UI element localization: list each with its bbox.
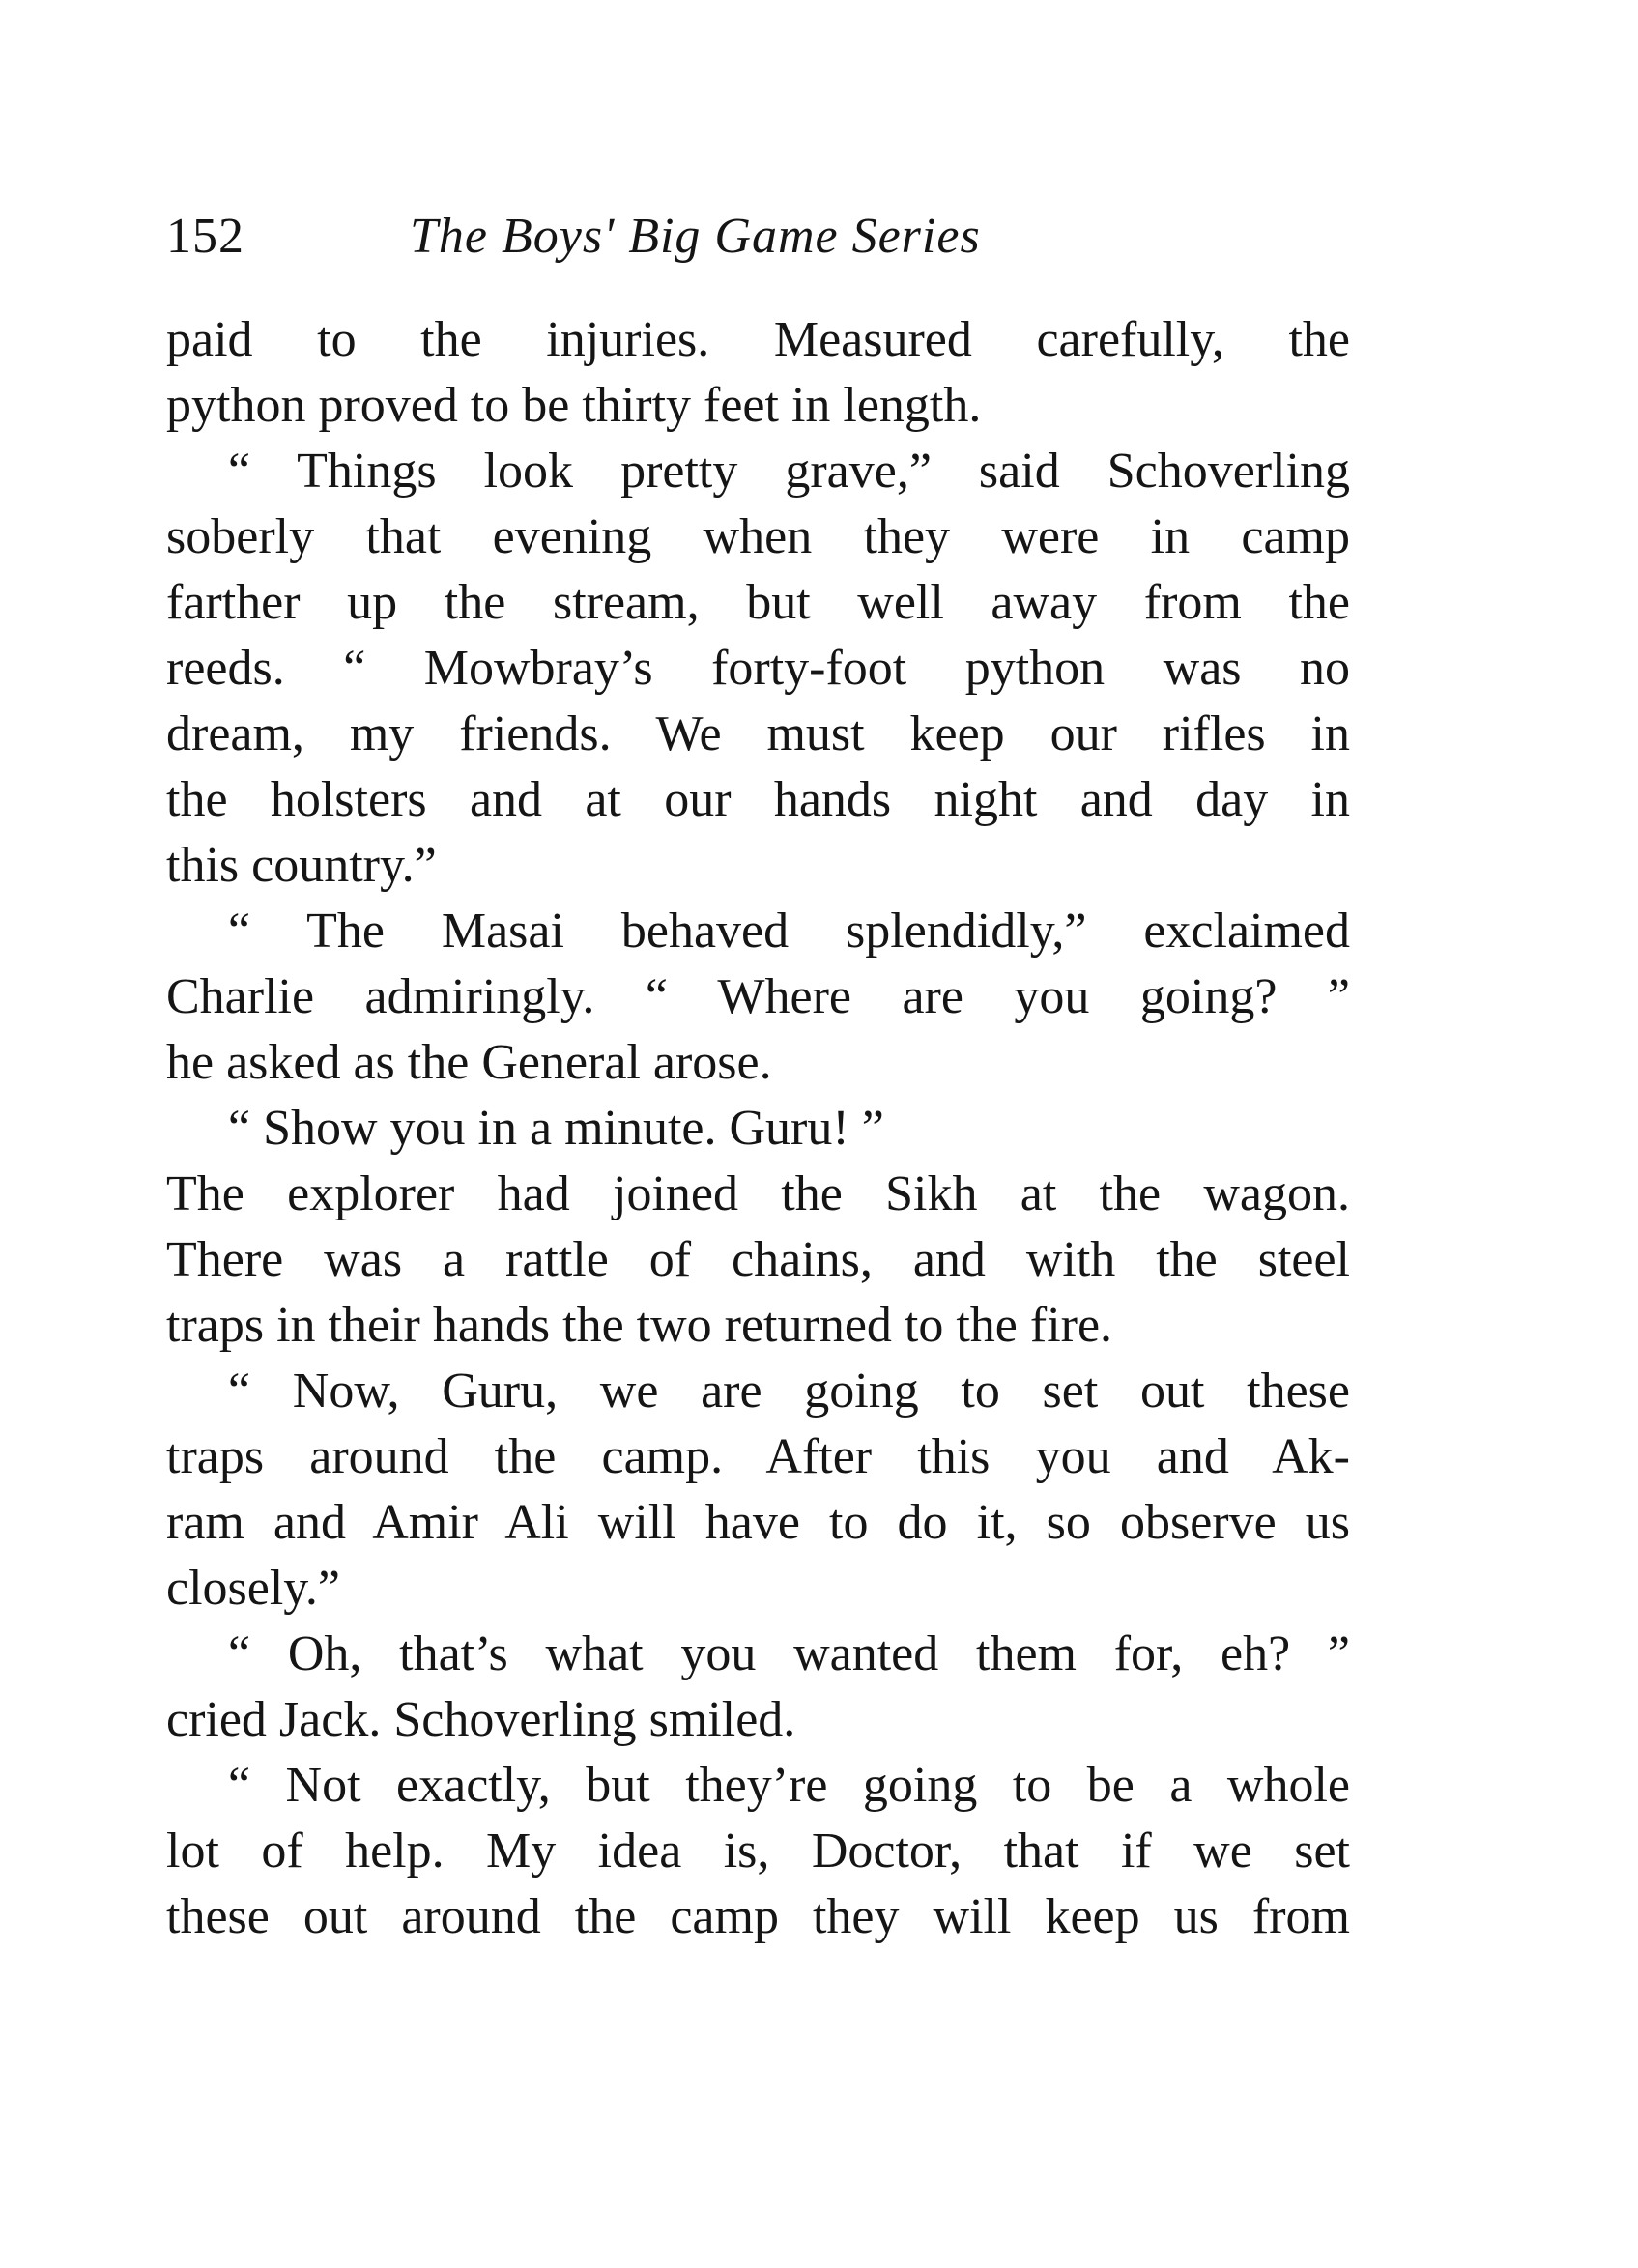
text-line: “ Now, Guru, we are going to set out these <box>228 1364 1350 1419</box>
text-line: ram and Amir Ali will have to do it, so observe us <box>166 1495 1350 1550</box>
text-line: this country.” <box>166 838 437 893</box>
text-line: The explorer had joined the Sikh at the wagon. <box>166 1166 1350 1221</box>
running-title: The Boys' Big Game Series <box>410 209 981 264</box>
text-line: lot of help. My idea is, Doctor, that if we set <box>166 1823 1350 1879</box>
text-line: “ Oh, that’s what you wanted them for, eh? ” <box>228 1626 1350 1681</box>
text-line: There was a rattle of chains, and with the steel <box>166 1232 1350 1287</box>
text-line: “ Not exactly, but they’re going to be a whole <box>228 1758 1350 1813</box>
text-line: “ Things look pretty grave,” said Schoverling <box>228 444 1350 499</box>
text-line: paid to the injuries. Measured carefully, the <box>166 312 1350 367</box>
text-line: traps around the camp. After this you and Ak- <box>166 1429 1350 1484</box>
text-line: reeds. “ Mowbray’s forty-foot python was no <box>166 641 1350 696</box>
body-text <box>166 307 1350 1950</box>
text-line: cried Jack. Schoverling smiled. <box>166 1692 796 1747</box>
text-line: these out around the camp they will keep us from <box>166 1889 1350 1944</box>
page-number: 152 <box>166 209 244 264</box>
text-line: farther up the stream, but well away from the <box>166 575 1350 630</box>
page-header <box>166 198 1365 275</box>
text-line: Charlie admiringly. “ Where are you going? ” <box>166 969 1350 1024</box>
text-line: the holsters and at our hands night and day in <box>166 772 1350 827</box>
text-line: dream, my friends. We must keep our rifles in <box>166 706 1350 761</box>
text-line: he asked as the General arose. <box>166 1035 772 1090</box>
text-line: closely.” <box>166 1561 340 1616</box>
text-line: soberly that evening when they were in camp <box>166 509 1350 564</box>
text-line: “ The Masai behaved splendidly,” exclaimed <box>228 904 1350 959</box>
text-line: python proved to be thirty feet in length. <box>166 378 982 433</box>
text-line: traps in their hands the two returned to the fire. <box>166 1298 1113 1353</box>
text-line: “ Show you in a minute. Guru! ” <box>228 1101 884 1156</box>
